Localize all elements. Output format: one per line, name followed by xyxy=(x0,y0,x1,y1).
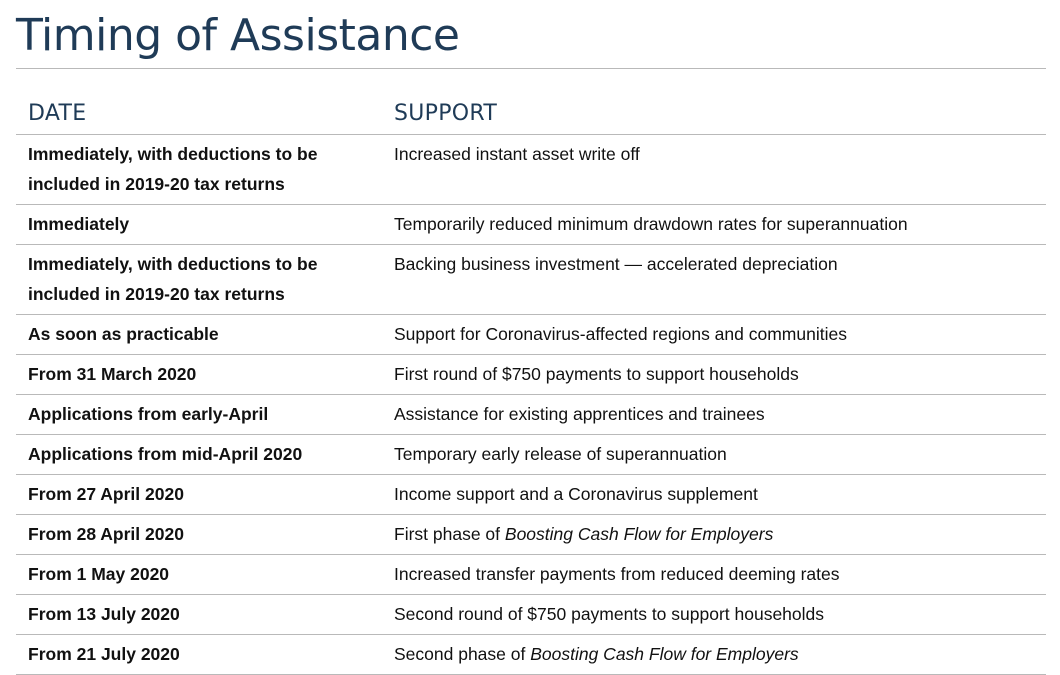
support-cell xyxy=(382,205,1046,245)
support-text: Support for Coronavirus-affected regions and communities xyxy=(394,324,847,344)
date-cell: As soon as practicable xyxy=(16,315,382,355)
date-cell: Immediately, with deductions to be included in 2019-20 tax returns xyxy=(16,135,382,205)
date-cell: From 13 July 2020 xyxy=(16,595,382,635)
support-text: Income support and a Coronavirus supplement xyxy=(394,484,758,504)
support-cell xyxy=(382,435,1046,475)
support-cell xyxy=(382,135,1046,205)
support-cell xyxy=(382,595,1046,635)
support-text: Temporarily reduced minimum drawdown rates for superannuation xyxy=(394,214,908,234)
support-text: Second phase of xyxy=(394,644,531,664)
support-cell xyxy=(382,555,1046,595)
timing-table xyxy=(16,92,1046,675)
date-cell: Immediately, with deductions to be included in 2019-20 tax returns xyxy=(16,245,382,315)
table-row xyxy=(16,435,1046,475)
support-cell xyxy=(382,355,1046,395)
support-text: First phase of xyxy=(394,524,505,544)
column-header-date: DATE xyxy=(16,92,382,135)
support-cell xyxy=(382,635,1046,675)
date-cell: Applications from early-April xyxy=(16,395,382,435)
table-row xyxy=(16,555,1046,595)
support-text: Temporary early release of superannuation xyxy=(394,444,727,464)
date-cell: From 21 July 2020 xyxy=(16,635,382,675)
title-divider xyxy=(16,68,1046,69)
support-text: Assistance for existing apprentices and trainees xyxy=(394,404,765,424)
table-row xyxy=(16,245,1046,315)
date-cell: From 1 May 2020 xyxy=(16,555,382,595)
date-cell: From 31 March 2020 xyxy=(16,355,382,395)
support-cell xyxy=(382,395,1046,435)
table-header-row xyxy=(16,92,1046,135)
date-cell: From 28 April 2020 xyxy=(16,515,382,555)
support-text: Increased instant asset write off xyxy=(394,144,640,164)
table-row xyxy=(16,355,1046,395)
date-cell: Applications from mid-April 2020 xyxy=(16,435,382,475)
support-cell xyxy=(382,475,1046,515)
table-row xyxy=(16,515,1046,555)
table-row xyxy=(16,595,1046,635)
table-row xyxy=(16,475,1046,515)
column-header-support: SUPPORT xyxy=(382,92,1046,135)
table-row xyxy=(16,205,1046,245)
table-row xyxy=(16,635,1046,675)
support-italic-text: Boosting Cash Flow for Employers xyxy=(504,524,774,544)
support-text: Second round of $750 payments to support households xyxy=(394,604,825,624)
support-text: Increased transfer payments from reduced deeming rates xyxy=(394,564,840,584)
support-cell xyxy=(382,315,1046,355)
support-cell xyxy=(382,245,1046,315)
support-text: First round of $750 payments to support households xyxy=(394,364,799,384)
page-title: Timing of Assistance xyxy=(16,10,460,61)
table-row xyxy=(16,395,1046,435)
support-italic-text: Boosting Cash Flow for Employers xyxy=(530,644,799,664)
support-text: Backing business investment — accelerated depreciation xyxy=(394,254,838,274)
table-row xyxy=(16,315,1046,355)
date-cell: From 27 April 2020 xyxy=(16,475,382,515)
support-cell xyxy=(382,515,1046,555)
table-row xyxy=(16,135,1046,205)
date-cell: Immediately xyxy=(16,205,382,245)
